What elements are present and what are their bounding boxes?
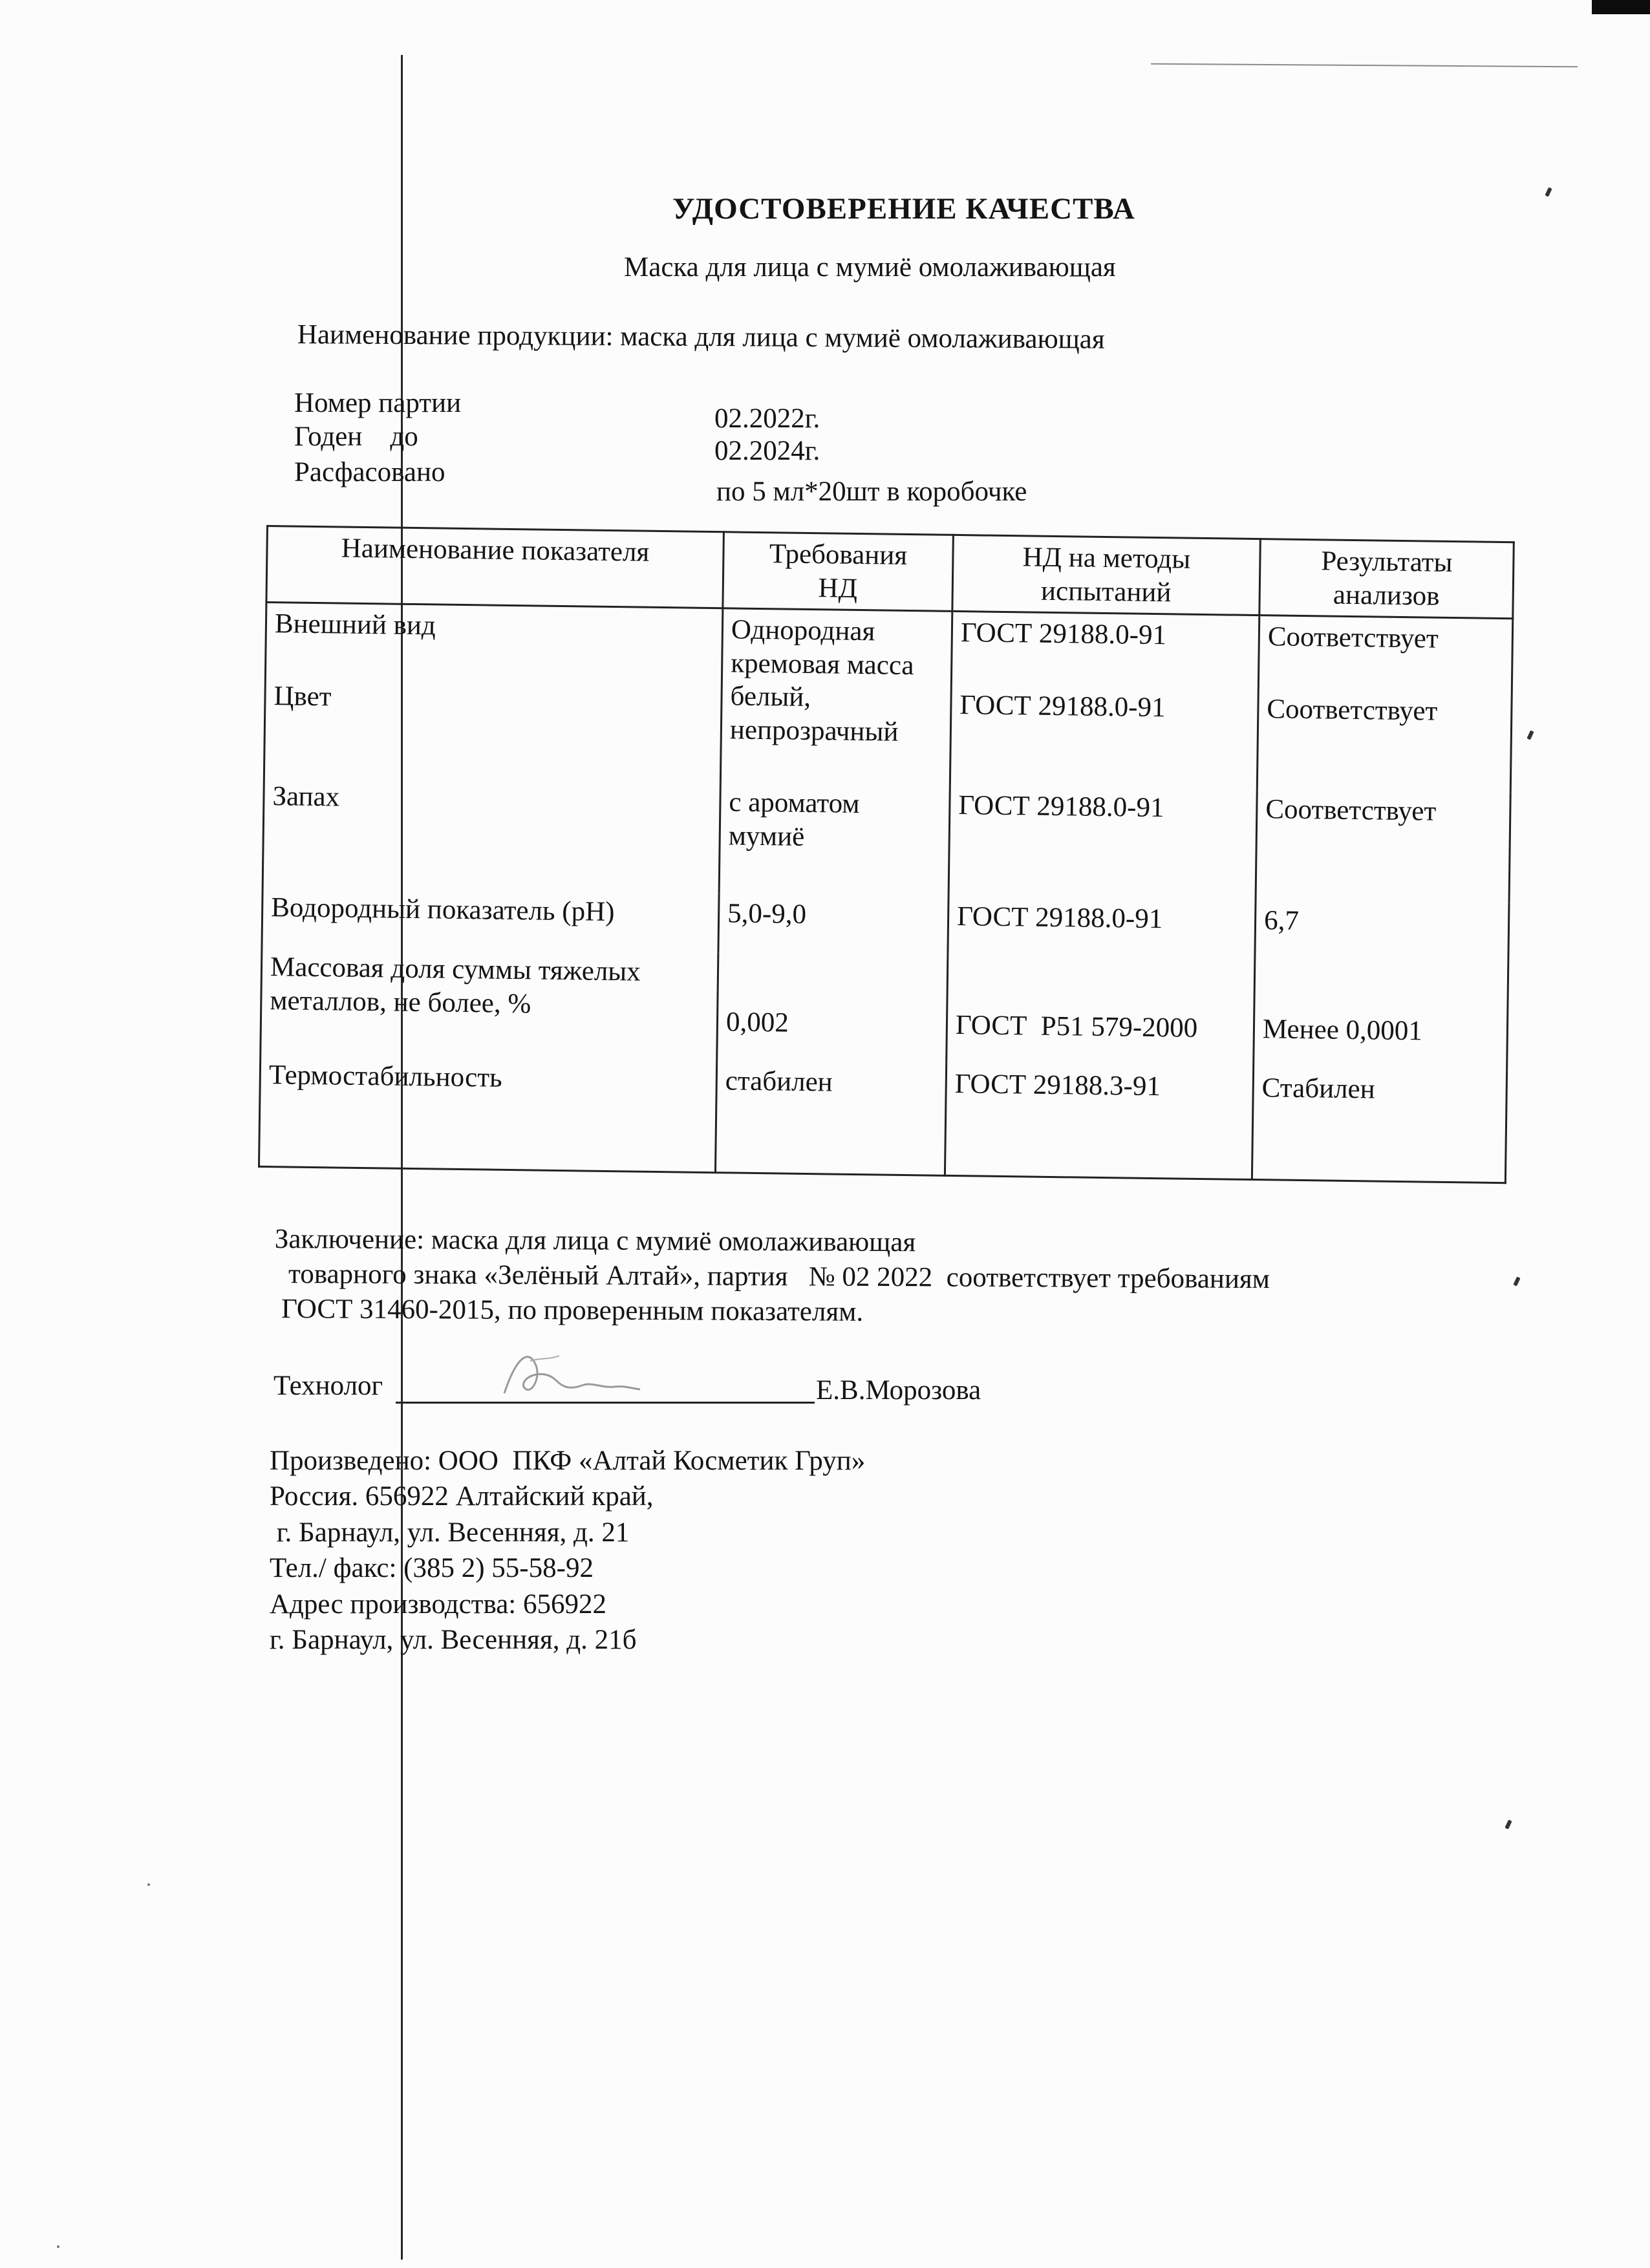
header-indicator (266, 526, 723, 608)
product-name-line: Наименование продукции: маска для лица с мумиё омолаживающая (297, 319, 1105, 355)
cell-indicator (261, 947, 718, 1060)
indicator-heavy-metals-line-1: Массовая доля суммы тяжелых (270, 952, 641, 987)
producer-line: Россия. 656922 Алтайский край, (270, 1481, 654, 1512)
document-title: УДОСТОВЕРЕНИЕ КАЧЕСТВА (672, 192, 1135, 226)
header-method (952, 535, 1261, 615)
indicator-heavy-metals-line-2: металлов, не более, % (270, 985, 531, 1020)
requirement-line: с ароматом (729, 787, 860, 820)
requirement-line: Однородная (731, 614, 875, 647)
requirement-value: 0,002 (725, 1007, 789, 1038)
indicator-appearance: Внешний вид (274, 608, 436, 641)
field-value-batch: 02.2022г. (714, 403, 820, 434)
cell-result (1255, 900, 1509, 963)
table-row (259, 1054, 1507, 1183)
scan-artifact-top-line (1151, 63, 1578, 68)
indicator-ph: Водородный показатель (рН) (270, 892, 615, 928)
cell-method (945, 1064, 1253, 1180)
conclusion-line-2: товарного знака «Зелёный Алтай», партия № 02 2022 соответствует требованиям (274, 1259, 1270, 1295)
header-results-line-2: анализов (1333, 579, 1440, 612)
field-value-packaging: по 5 мл*20шт в коробочке (716, 476, 1027, 507)
header-requirements (723, 532, 954, 612)
scan-artifact-speck (1505, 1819, 1512, 1829)
result-value: Соответствует (1265, 794, 1437, 827)
header-requirements-line-2: НД (818, 572, 858, 604)
producer-line: г. Барнаул, ул. Весенняя, д. 21б (270, 1625, 637, 1656)
document-subtitle: Маска для лица с мумиё омолаживающая (624, 252, 1116, 283)
quality-table (258, 525, 1515, 1184)
cell-indicator (262, 776, 720, 893)
header-method-line-1: НД на методы (1022, 542, 1191, 575)
result-value: Стабилен (1261, 1073, 1375, 1105)
result-value: Соответствует (1267, 621, 1439, 654)
header-method-line-2: испытаний (1040, 575, 1172, 608)
header-indicator-label: Наименование показателя (341, 533, 650, 568)
cell-indicator (259, 1054, 717, 1173)
conclusion (274, 1222, 1503, 1333)
cell-indicator (262, 887, 719, 952)
method-value: ГОСТ Р51 579-2000 (955, 1010, 1198, 1044)
indicator-smell: Запах (272, 781, 340, 813)
cell-indicator (264, 603, 722, 782)
header-results (1259, 539, 1514, 619)
technologist-label: Технолог (273, 1371, 383, 1401)
cell-requirements (718, 893, 948, 956)
scan-artifact-dot (57, 2245, 59, 2248)
producer-line: г. Барнаул, ул. Весенняя, д. 21 (270, 1517, 630, 1548)
indicator-color: Цвет (273, 680, 332, 712)
scan-artifact-speck (1527, 730, 1534, 740)
result-value: 6,7 (1263, 905, 1300, 937)
scan-artifact-corner (1592, 0, 1650, 14)
cell-result (1257, 615, 1512, 793)
table-row (261, 947, 1508, 1071)
header-results-line-1: Результаты (1321, 546, 1453, 579)
cell-requirements (717, 952, 948, 1064)
cell-method (948, 785, 1257, 900)
scan-artifact-speck (1545, 187, 1552, 197)
producer-block (270, 1443, 865, 1658)
method-value: ГОСТ 29188.3-91 (954, 1069, 1161, 1102)
requirement-value: стабилен (725, 1065, 833, 1098)
conclusion-line-3: ГОСТ 31460-2015, по проверенным показателям. (274, 1294, 864, 1328)
cell-method (948, 896, 1256, 959)
cell-result (1254, 959, 1508, 1071)
requirement-line: кремовая масса (730, 648, 914, 681)
technologist-name: Е.В.Морозова (816, 1375, 981, 1406)
field-label-batch: Номер партии (294, 388, 462, 418)
cell-method (950, 612, 1259, 789)
requirement-line: белый, (730, 681, 811, 713)
cell-result (1252, 1067, 1506, 1183)
requirement-line: мумиё (728, 820, 805, 852)
method-value: ГОСТ 29188.0-91 (956, 901, 1163, 935)
field-label-expiry: Годен до (294, 422, 418, 452)
field-label-packaging: Расфасовано (294, 457, 445, 487)
conclusion-line-1: Заключение: маска для лица с мумиё омолаживающая (274, 1224, 916, 1258)
cell-requirements (715, 1060, 946, 1175)
scan-artifact-speck (1513, 1276, 1520, 1286)
requirement-line: непрозрачный (729, 714, 899, 747)
header-requirements-line-1: Требования (769, 539, 908, 571)
scan-artifact-dot (147, 1883, 150, 1886)
result-value: Менее 0,0001 (1262, 1014, 1423, 1047)
table-row (262, 776, 1510, 903)
field-value-expiry: 02.2024г. (714, 436, 820, 466)
cell-requirements (720, 608, 952, 785)
cell-method (947, 956, 1255, 1067)
cell-result (1256, 789, 1510, 903)
producer-line: Тел./ факс: (385 2) 55-58-92 (270, 1553, 594, 1584)
method-value: ГОСТ 29188.0-91 (960, 617, 1167, 651)
method-value: ГОСТ 29188.0-91 (958, 790, 1164, 824)
cell-requirements (719, 782, 950, 896)
result-value: Соответствует (1267, 694, 1438, 727)
producer-line: Адрес производства: 656922 (270, 1589, 606, 1620)
method-value: ГОСТ 29188.0-91 (959, 689, 1166, 723)
table-row (264, 603, 1512, 793)
indicator-thermostability: Термостабильность (268, 1060, 503, 1094)
requirement-value: 5,0-9,0 (727, 898, 807, 930)
signature-image (491, 1342, 647, 1413)
producer-line: Произведено: ООО ПКФ «Алтай Косметик Груп» (270, 1446, 866, 1476)
